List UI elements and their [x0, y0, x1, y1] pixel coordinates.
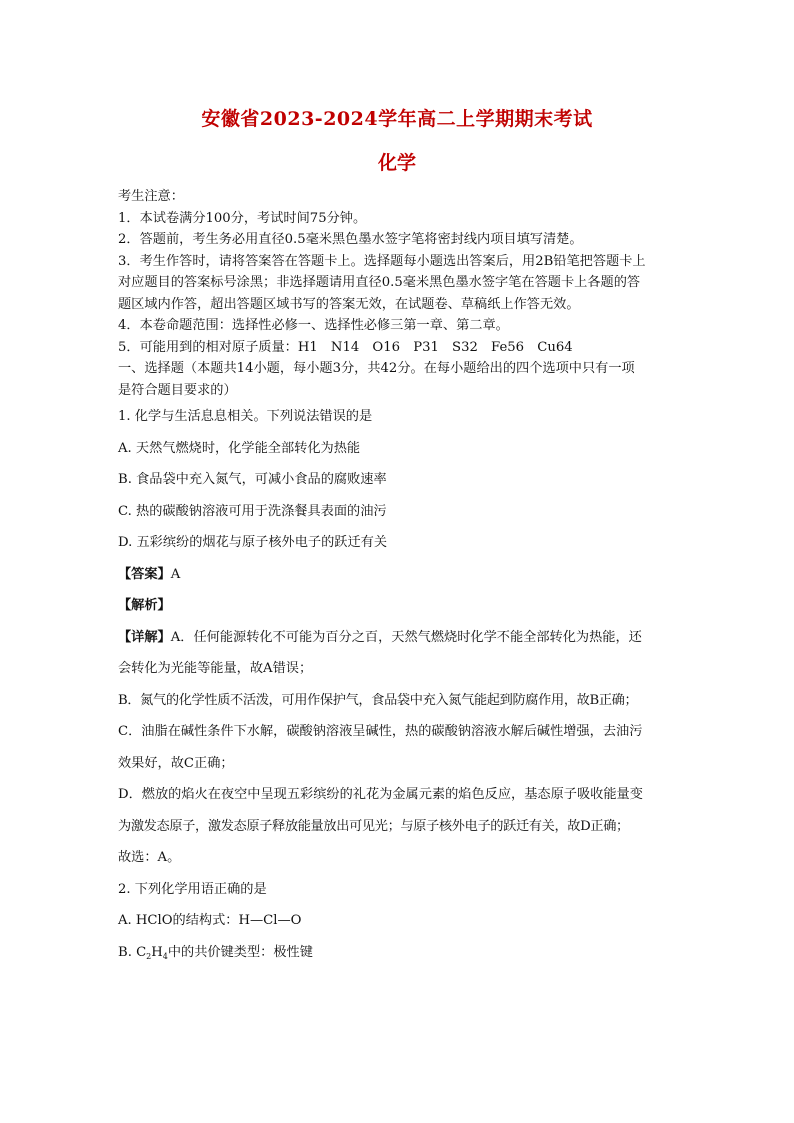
notice-item: 4．本卷命题范围：选择性必修一、选择性必修三第一章、第二章。 — [118, 318, 509, 333]
detail-line: D．燃放的焰火在夜空中呈现五彩缤纷的礼花为金属元素的焰色反应，基态原子吸收能量变 — [118, 787, 643, 802]
detail-line: 会转化为光能等能量，故A错误； — [118, 661, 313, 676]
detail-line: 效果好，故C正确； — [118, 755, 234, 771]
notice-heading: 考生注意： — [118, 189, 184, 204]
question-option — [118, 937, 678, 969]
question-stem: 1. 化学与生活息息相关。下列说法错误的是 — [118, 409, 373, 424]
notice-item: 5．可能用到的相对原子质量：H1 N14 O16 P31 S32 Fe56 Cu64 — [118, 339, 573, 355]
question-option: A. 天然气燃烧时，化学能全部转化为热能 — [118, 440, 361, 456]
notice-item: 3．考生作答时，请将答案答在答题卡上。选择题每小题选出答案后，用2B铅笔把答题卡上 — [118, 253, 646, 269]
notice-item: 2．答题前，考生务必用直径0.5毫米黑色墨水签字笔将密封线内项目填写清楚。 — [118, 232, 583, 247]
detail-tag: 【详解】 — [118, 629, 171, 645]
option-text: B. C — [118, 944, 147, 960]
answer-value: A — [170, 566, 181, 582]
exam-title: 安徽省2023-2024学年高二上学期期末考试 — [201, 108, 593, 130]
detail-line: C．油脂在碱性条件下水解，碳酸钠溶液呈碱性，热的碳酸钠溶液水解后碱性增强，去油污 — [118, 724, 643, 739]
option-text: H — [151, 944, 163, 960]
option-text: 中的共价键类型：极性键 — [167, 944, 313, 960]
notice-item: 题区域内作答，超出答题区域书写的答案无效，在试题卷、草稿纸上作答无效。 — [118, 296, 580, 312]
subscript: 2 — [146, 951, 152, 961]
notice-item: 对应题目的答案标号涂黑；非选择题请用直径0.5毫米黑色墨水签字笔在答题卡上各题的答 — [118, 275, 641, 290]
detail-line: B．氮气的化学性质不活泼，可用作保护气，食品袋中充入氮气能起到防腐作用，故B正确； — [118, 692, 638, 708]
subscript: 4 — [162, 951, 168, 961]
question-option: A. HClO的结构式：H—Cl—O — [118, 913, 302, 928]
exam-content — [118, 186, 678, 968]
detail-line — [118, 622, 678, 654]
question-option: C. 热的碳酸钠溶液可用于洗涤餐具表面的油污 — [118, 503, 387, 519]
detail-line: 故选：A。 — [118, 850, 181, 865]
answer-tag: 【答案】 — [118, 566, 171, 582]
exam-subject: 化学 — [377, 152, 416, 174]
answer-line — [118, 559, 678, 591]
question-option: D. 五彩缤纷的烟花与原子核外电子的跃迁有关 — [118, 535, 388, 550]
detail-text: A．任何能源转化不可能为百分之百，天然气燃烧时化学不能全部转化为热能，还 — [170, 629, 642, 645]
question-stem: 2. 下列化学用语正确的是 — [118, 881, 267, 897]
question-option: B. 食品袋中充入氮气，可减小食品的腐败速率 — [118, 472, 387, 487]
section-heading: 一、选择题（本题共14小题，每小题3分，共42分。在每小题给出的四个选项中只有一项 — [118, 361, 635, 376]
section-heading: 是符合题目要求的） — [118, 382, 237, 398]
detail-line: 为激发态原子，激发态原子释放能量放出可见光；与原子核外电子的跃迁有关，故D正确； — [118, 818, 629, 834]
analysis-tag: 【解析】 — [118, 598, 171, 613]
notice-item: 1．本试卷满分100分，考试时间75分钟。 — [118, 210, 367, 226]
